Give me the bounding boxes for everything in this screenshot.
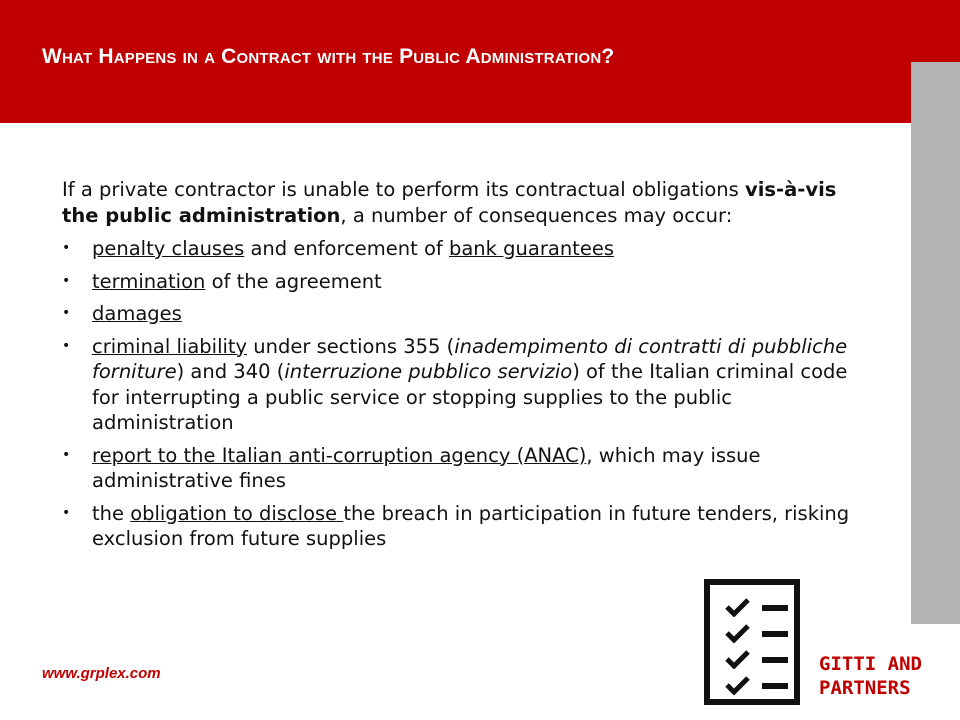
bullet-icon: •	[62, 504, 71, 521]
item-text: the breach in participation in future tenders, risking exclusion from future supplies	[92, 501, 850, 550]
item-text: of the agreement	[205, 269, 382, 293]
checklist-line	[762, 657, 788, 663]
checkmark-icon	[724, 649, 756, 669]
check-row	[724, 623, 794, 643]
slide-body	[62, 177, 852, 559]
check-row	[724, 675, 794, 695]
intro-bold-text: vis-à-vis the public administration	[62, 178, 837, 227]
brand-line-2: PARTNERS	[819, 677, 911, 699]
consequences-list	[62, 236, 852, 552]
list-item	[62, 501, 852, 552]
item-text: ) of the Italian criminal code for interrupting a public service or stopping supplies to the public administration	[92, 360, 848, 434]
brand-line-1: GITTI AND	[819, 653, 922, 675]
list-item	[62, 334, 852, 436]
checklist-icon	[704, 579, 800, 705]
bullet-icon: •	[62, 272, 71, 289]
list-item	[62, 269, 852, 295]
bullet-icon: •	[62, 337, 71, 354]
underlined-term: termination	[92, 269, 206, 293]
underlined-term: bank guarantees	[448, 237, 614, 260]
checkmark-icon	[724, 675, 756, 695]
underlined-term: obligation to disclose	[130, 501, 344, 525]
list-item	[62, 236, 852, 262]
bullet-icon: •	[62, 240, 71, 256]
underlined-term: damages	[92, 302, 182, 325]
intro-text: If a private contractor is unable to perform its contractual obligations	[62, 178, 746, 201]
checklist-line	[762, 683, 788, 689]
slide-title: What Happens in a Contract with the Public Administration?	[42, 45, 615, 68]
website-link[interactable]: www.grplex.com	[42, 665, 161, 682]
check-row	[724, 597, 794, 617]
bullet-icon: •	[62, 446, 71, 463]
header-bar	[0, 0, 960, 123]
underlined-term: penalty clauses	[92, 237, 245, 260]
checklist-line	[762, 631, 788, 637]
intro-paragraph	[62, 177, 852, 228]
side-gray-bar	[911, 62, 960, 624]
brand-logo	[819, 652, 922, 700]
item-text: and enforcement of	[244, 237, 449, 260]
intro-text-end: , a number of consequences may occur:	[340, 203, 733, 227]
underlined-term: criminal liability	[92, 334, 248, 358]
bullet-icon: •	[62, 305, 71, 321]
italic-text: interruzione pubblico servizio	[284, 360, 573, 383]
underlined-term: report to the Italian anti-corruption agency (ANAC)	[92, 443, 587, 467]
checkmark-icon	[724, 597, 756, 617]
list-item	[62, 443, 852, 494]
item-text: under sections 355 (	[247, 334, 455, 358]
item-text: , which may issue administrative fines	[92, 443, 761, 492]
item-text: the	[92, 501, 131, 525]
checklist-line	[762, 605, 788, 611]
list-item	[62, 301, 852, 327]
check-row	[724, 649, 794, 669]
checkmark-icon	[724, 623, 756, 643]
item-text: ) and 340 (	[176, 360, 285, 383]
italic-text: inadempimento di contratti di pubbliche forniture	[92, 334, 848, 383]
